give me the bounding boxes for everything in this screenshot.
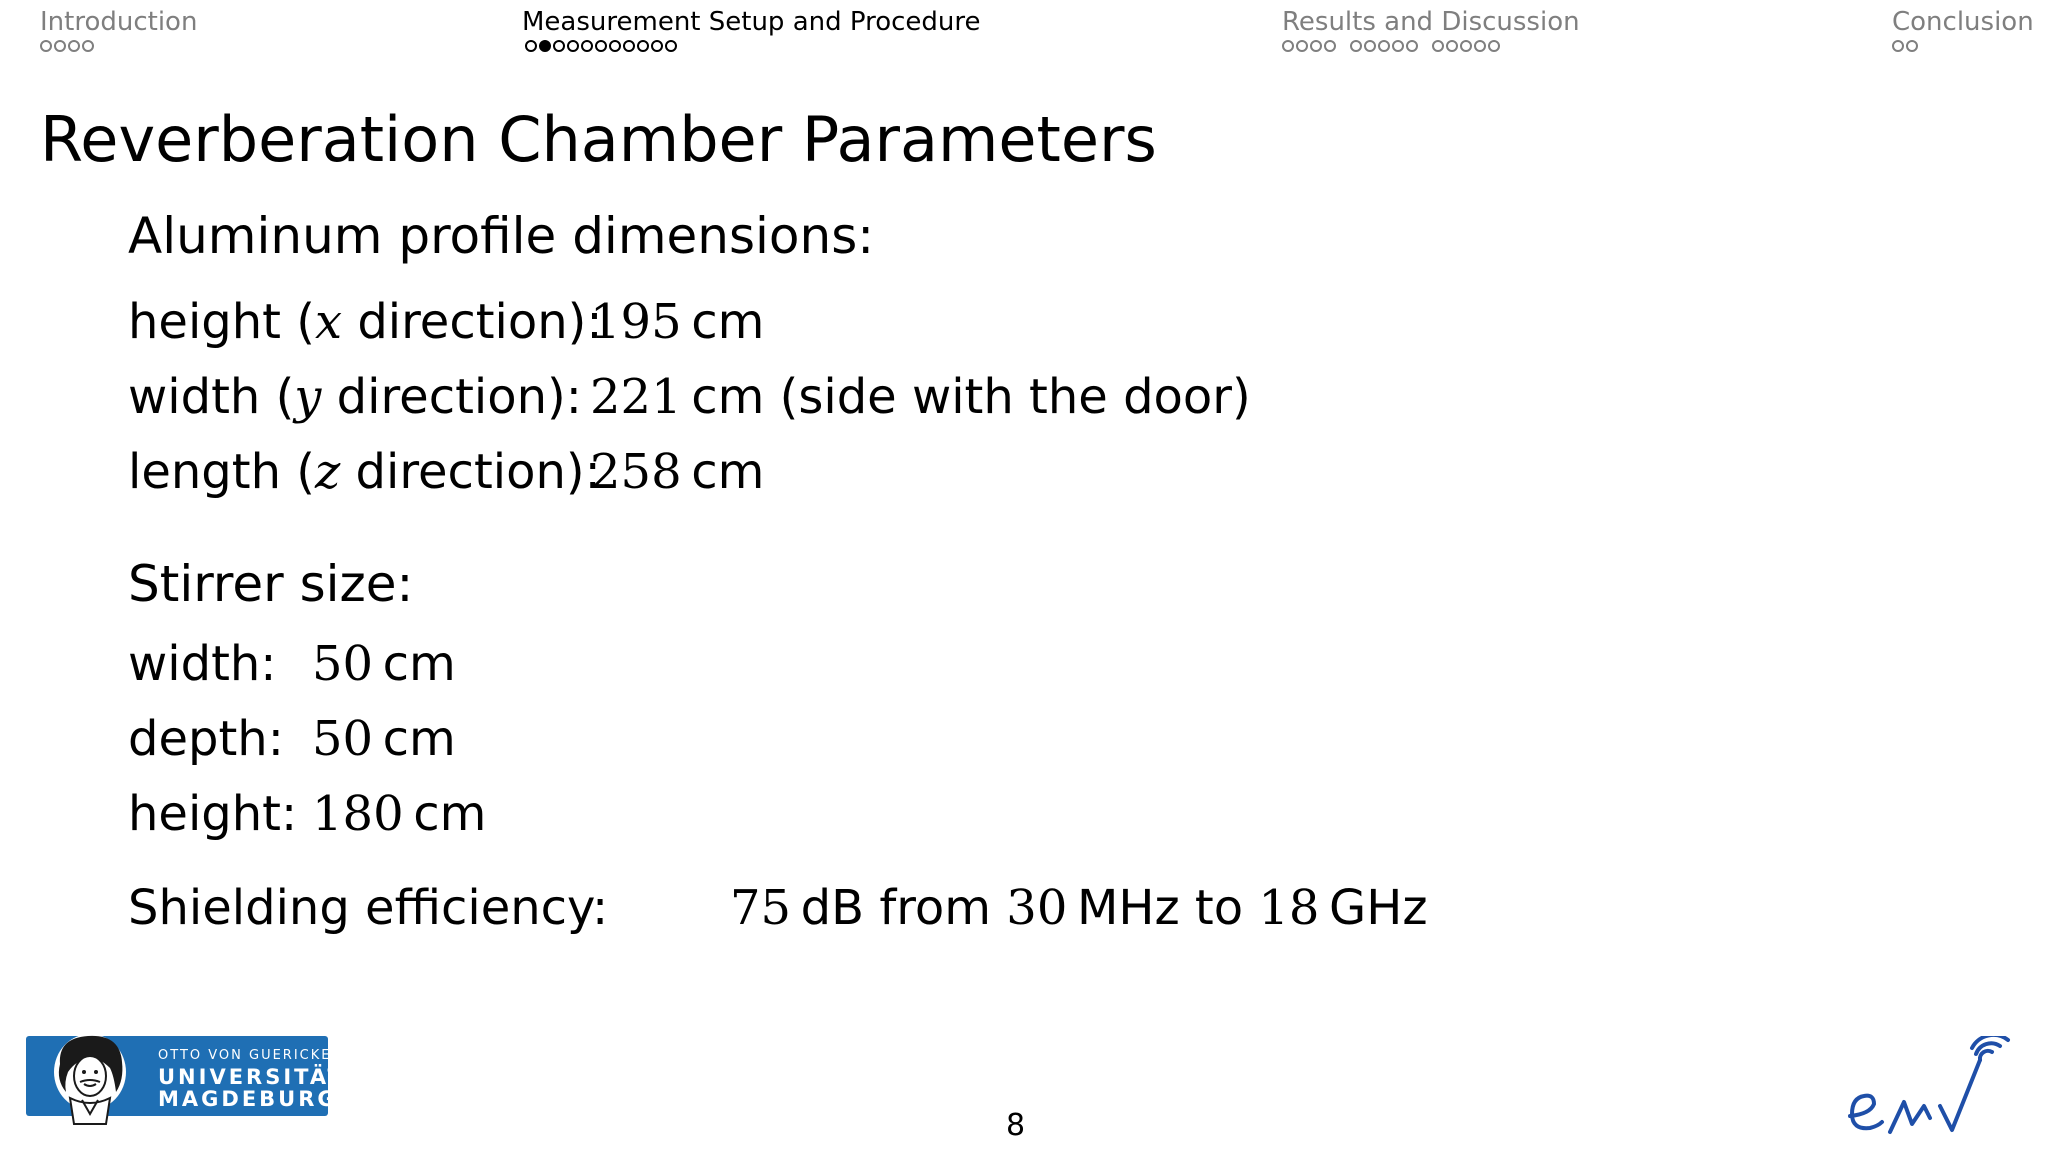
nav-dot[interactable] (1892, 40, 1904, 52)
profile-row-width (128, 367, 1251, 427)
nav-dots (525, 40, 981, 52)
nav-dot[interactable] (68, 40, 80, 52)
label-text: direction): (321, 369, 582, 425)
profile-row-length (128, 442, 765, 502)
value-number: 180 (312, 786, 404, 842)
stirrer-row-height (128, 784, 487, 844)
nav-dot[interactable] (1350, 40, 1362, 52)
nav-dot[interactable] (1392, 40, 1404, 52)
row-label: width: (128, 636, 277, 692)
nav-dot[interactable] (1446, 40, 1458, 52)
value-number: 18 (1258, 880, 1320, 936)
row-value (590, 367, 1251, 427)
dot-group (1282, 40, 1336, 52)
math-variable: z (314, 444, 341, 500)
profile-row-height (128, 292, 765, 352)
value-number: 50 (312, 711, 374, 767)
nav-dots (1892, 40, 2034, 52)
label-text: length ( (128, 444, 315, 500)
value-unit: GHz (1319, 880, 1428, 936)
nav-dot[interactable] (1378, 40, 1390, 52)
nav-section-conclusion[interactable] (1892, 6, 2034, 52)
dot-group (40, 40, 94, 52)
nav-title[interactable]: Conclusion (1892, 7, 2034, 37)
value-note: (side with the door) (764, 369, 1251, 425)
nav-dot[interactable] (1296, 40, 1308, 52)
label-text: direction): (342, 294, 603, 350)
nav-dot[interactable] (82, 40, 94, 52)
profile-heading: Aluminum profile dimensions: (128, 207, 875, 265)
value-unit: cm (681, 294, 765, 350)
value-unit: cm (373, 711, 456, 767)
nav-dot[interactable] (1282, 40, 1294, 52)
nav-dot[interactable] (581, 40, 593, 52)
slide-title: Reverberation Chamber Parameters (40, 103, 1157, 176)
row-value (312, 634, 456, 694)
nav-dot[interactable] (1906, 40, 1918, 52)
stirrer-heading: Stirrer size: (128, 555, 414, 613)
row-value (312, 709, 456, 769)
dot-group (1350, 40, 1418, 52)
nav-dot[interactable] (1406, 40, 1418, 52)
dot-group (1432, 40, 1500, 52)
portrait-icon (40, 1028, 140, 1128)
label-text: height ( (128, 294, 315, 350)
row-label (128, 442, 601, 502)
value-number: 221 (590, 369, 682, 425)
row-label (128, 292, 603, 352)
university-line: MAGDEBURG (158, 1087, 338, 1111)
university-line: UNIVERSITÄT (158, 1065, 345, 1089)
nav-dot[interactable] (567, 40, 579, 52)
value-unit: cm (681, 369, 765, 425)
university-name (158, 1046, 345, 1110)
stirrer-row-width (128, 634, 456, 694)
nav-section-results-discussion[interactable] (1282, 6, 1580, 52)
nav-dot[interactable] (609, 40, 621, 52)
nav-dot[interactable] (1488, 40, 1500, 52)
nav-dots (1282, 40, 1580, 52)
nav-dot[interactable] (1310, 40, 1322, 52)
math-variable: x (314, 294, 343, 350)
nav-dot[interactable] (525, 40, 537, 52)
nav-dot[interactable] (637, 40, 649, 52)
nav-dot[interactable] (1460, 40, 1472, 52)
stirrer-row-depth (128, 709, 456, 769)
label-text: direction): (340, 444, 601, 500)
nav-title[interactable]: Introduction (40, 7, 198, 37)
nav-dot[interactable] (651, 40, 663, 52)
value-number: 50 (312, 636, 374, 692)
dot-group (525, 40, 677, 52)
row-label (128, 367, 582, 427)
nav-dots (40, 40, 197, 52)
value-number: 195 (590, 294, 682, 350)
nav-title[interactable]: Measurement Setup and Procedure (522, 7, 981, 37)
value-unit: cm (403, 786, 487, 842)
nav-dot[interactable] (665, 40, 677, 52)
row-value (590, 292, 764, 352)
nav-dot[interactable] (1324, 40, 1336, 52)
nav-dot[interactable] (595, 40, 607, 52)
nav-section-introduction[interactable] (40, 6, 197, 52)
value-number: 75 (730, 880, 792, 936)
row-value (730, 878, 1428, 938)
nav-dot[interactable] (40, 40, 52, 52)
nav-dot[interactable] (54, 40, 66, 52)
label-text: width ( (128, 369, 295, 425)
nav-section-measurement-setup[interactable] (522, 6, 981, 52)
value-number: 30 (1006, 880, 1068, 936)
dot-group (1892, 40, 1918, 52)
value-unit: MHz to (1067, 880, 1259, 936)
nav-title[interactable]: Results and Discussion (1282, 7, 1580, 37)
nav-dot[interactable] (1364, 40, 1376, 52)
row-label: depth: (128, 711, 284, 767)
nav-dot[interactable] (623, 40, 635, 52)
value-unit: dB from (791, 880, 1007, 936)
value-unit: cm (681, 444, 765, 500)
row-label: height: (128, 786, 298, 842)
value-unit: cm (373, 636, 456, 692)
university-line: OTTO VON GUERICKE (158, 1048, 332, 1063)
nav-dot[interactable] (1432, 40, 1444, 52)
university-logo (26, 1036, 345, 1116)
nav-dot[interactable] (1474, 40, 1486, 52)
emv-logo-icon (1840, 1036, 2040, 1146)
shielding-row (128, 878, 1428, 938)
value-number: 258 (590, 444, 682, 500)
math-variable: y (294, 369, 322, 425)
row-label: Shielding efficiency: (128, 880, 609, 936)
page-number: 8 (1006, 1108, 1026, 1143)
nav-dot[interactable] (553, 40, 565, 52)
row-value (312, 784, 486, 844)
row-value (590, 442, 764, 502)
nav-dot-current[interactable] (539, 40, 551, 52)
